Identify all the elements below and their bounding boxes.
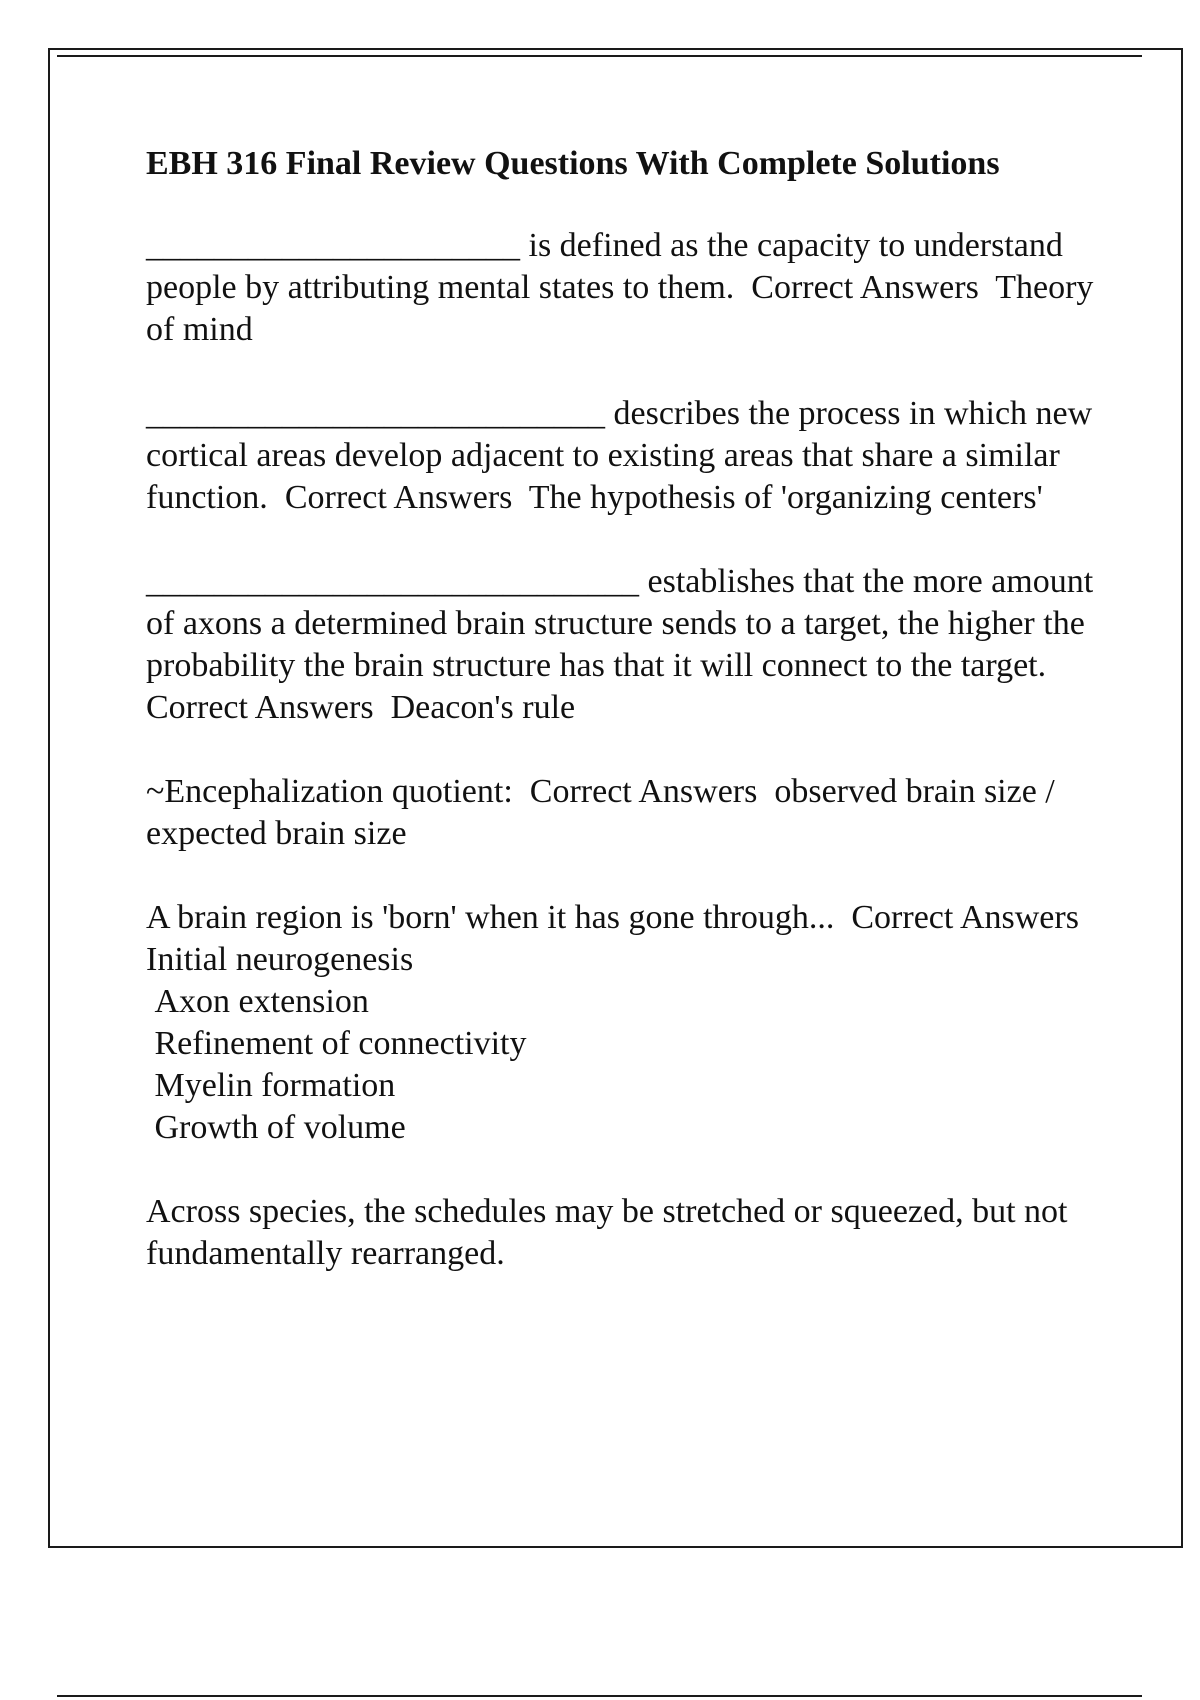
correct-answers-label: Correct Answers [734, 269, 996, 306]
answer-list-item: Growth of volume [146, 1109, 406, 1146]
question-text: _____________________________ establishes that the more amount of axons a determined brain structure sends to a target, the higher the probability the brain structure has that it will connect to the target. [146, 563, 1102, 684]
qa-item-theory-of-mind [146, 225, 1102, 351]
correct-answers-label: Correct Answers [512, 773, 775, 810]
qa-item-organizing-centers [146, 393, 1101, 519]
qa-item-brain-region-born [146, 897, 1096, 1149]
question-text: A brain region is 'born' when it has gone through... [146, 899, 835, 936]
answer-text: Theory of mind [146, 269, 1102, 348]
document-content [146, 143, 1102, 1317]
question-text: ______________________ is defined as the capacity to understand people by attributing mental states to them. [146, 227, 1072, 306]
correct-answers-label: Correct Answers [834, 899, 1096, 936]
qa-item-encephalization [146, 771, 1096, 855]
question-text: ~Encephalization quotient: [146, 773, 513, 810]
answer-list-item: Axon extension [146, 983, 369, 1020]
answer-text: The hypothesis of 'organizing centers' [528, 479, 1043, 516]
closing-paragraph: Across species, the schedules may be stretched or squeezed, but not fundamentally rearranged. [146, 1193, 1076, 1272]
document-title: EBH 316 Final Review Questions With Complete Solutions [146, 145, 1000, 182]
answer-text: observed brain size / expected brain size [146, 773, 1064, 852]
answer-text: Deacon's rule [390, 689, 576, 726]
correct-answers-label: Correct Answers [146, 647, 1064, 726]
question-text: ___________________________ describes the process in which new cortical areas develop adjacent to existing areas that share a similar function. [146, 395, 1101, 516]
qa-item-deacons-rule [146, 561, 1102, 729]
answer-list-item: Myelin formation [146, 1067, 396, 1104]
answer-list-item: Initial neurogenesis [146, 941, 414, 978]
bottom-rule [57, 1695, 1142, 1697]
correct-answers-label: Correct Answers [267, 479, 529, 516]
answer-list-item: Refinement of connectivity [146, 1025, 527, 1062]
